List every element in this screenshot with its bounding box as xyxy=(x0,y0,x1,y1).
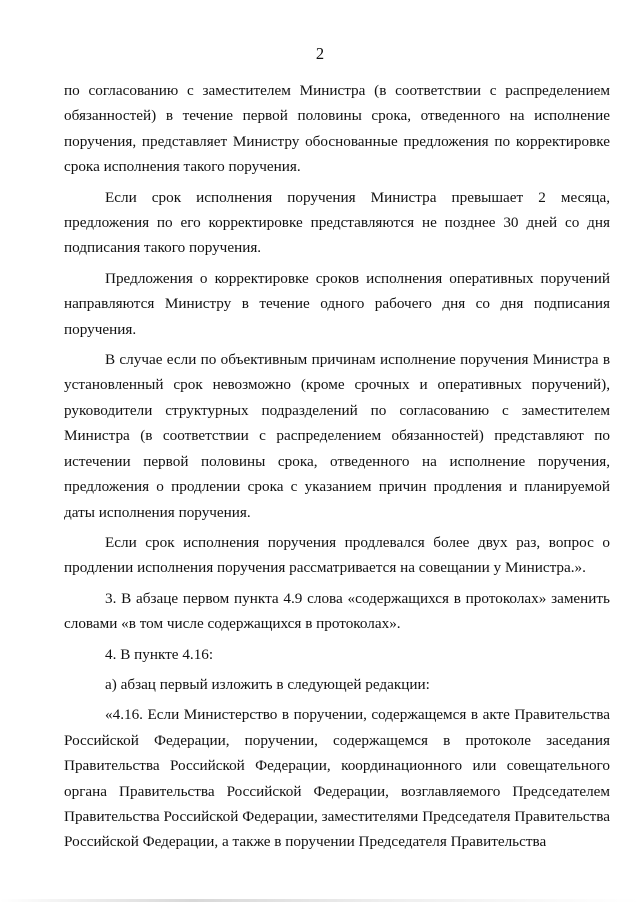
paragraph-extension-request: В случае если по объективным причинам исполнение поручения Министра в установленный срок невозможно (кроме срочных и оперативных поручений), руководители структурных подразделений по согласованию с заместителем Министра (в соответствии с распределением обязанностей) представляют по истечении первой половины срока, отведенного на исполнение поручения, предложения о продлении срока с указанием причин продления и планируемой даты исполнения поручения. xyxy=(64,351,610,521)
paragraph-item-4: 4. В пункте 4.16: xyxy=(105,645,214,663)
paragraph-subitem-a: а) абзац первый изложить в следующей редакции: xyxy=(105,675,430,693)
paragraph-item-4-16: «4.16. Если Министерство в поручении, содержащемся в акте Правительства Российской Федерации, поручении, содержащемся в протоколе заседания Правительства Российской Федерации, координационного или совещательного органа Правительства Российской Федерации, возглавляемого Председателем Правительства Российской Федерации, заместителями Председателя Правительства Российской Федерации, а также в поручении Председателя Правительства xyxy=(64,706,610,851)
page-number: 2 xyxy=(315,44,325,63)
document-body xyxy=(64,78,610,860)
paragraph-deadline-over-2-months: Если срок исполнения поручения Министра превышает 2 месяца, предложения по его корректировке представляются не позднее 30 дней со дня подписания такого поручения. xyxy=(64,188,610,257)
paragraph-item-3: 3. В абзаце первом пункта 4.9 слова «содержащихся в протоколах» заменить словами «в том числе содержащихся в протоколах». xyxy=(64,589,610,633)
paragraph-extended-twice: Если срок исполнения поручения продлевался более двух раз, вопрос о продлении исполнения поручения рассматривается на совещании у Министра.». xyxy=(64,533,610,577)
paragraph-operational-orders: Предложения о корректировке сроков исполнения оперативных поручений направляются Министру в течение одного рабочего дня со дня подписания поручения. xyxy=(64,269,610,338)
paragraph-continuation: по согласованию с заместителем Министра (в соответствии с распределением обязанностей) в течение первой половины срока, отведенного на исполнение поручения, представляет Министру обоснованные предложения по корректировке срока исполнения такого поручения. xyxy=(64,82,610,176)
